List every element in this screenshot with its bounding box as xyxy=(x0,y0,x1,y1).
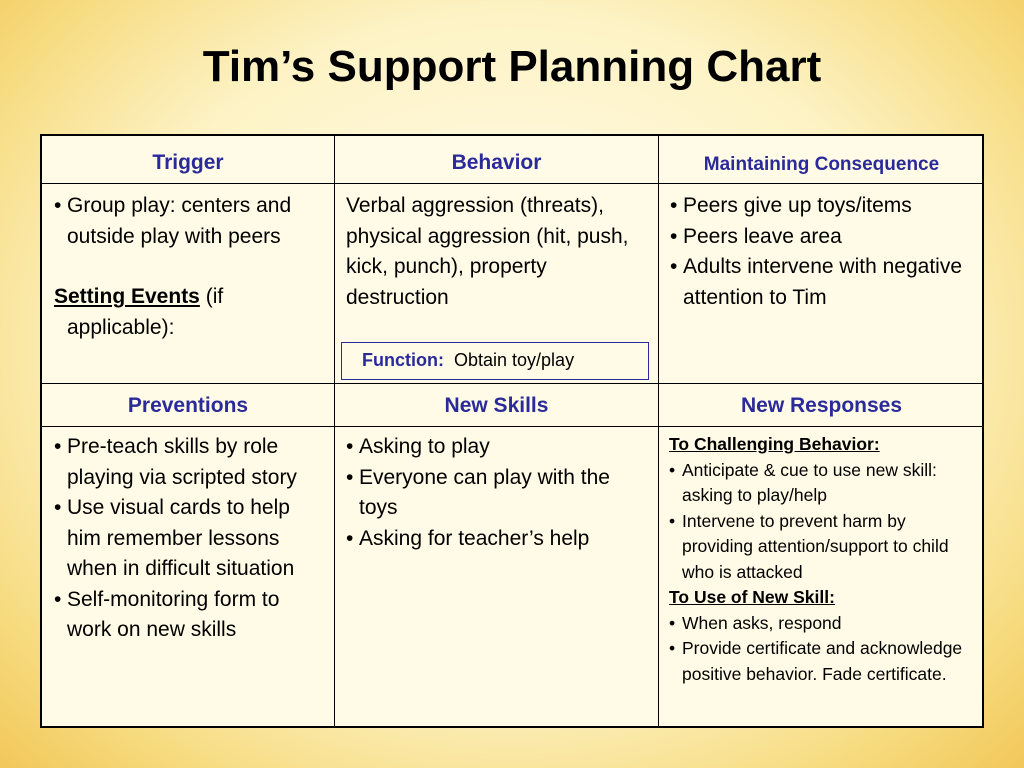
new-skill-item: • Asking to play xyxy=(346,432,652,463)
header-new-skills: New Skills xyxy=(444,394,549,417)
new-skill-response-item: • When asks, respond xyxy=(669,611,974,637)
header-trigger: Trigger xyxy=(152,151,224,174)
row-divider xyxy=(42,183,982,184)
consequence-item: • Adults intervene with negative attention to Tim xyxy=(670,252,980,313)
new-skill-item: • Asking for teacher’s help xyxy=(346,524,652,555)
setting-events-label: Setting Events xyxy=(54,285,200,308)
header-maintaining-consequence: Maintaining Consequence xyxy=(703,154,940,175)
challenging-response-item: • Intervene to prevent harm by providing attention/support to child who is attacked xyxy=(669,509,974,586)
header-behavior: Behavior xyxy=(451,151,542,174)
new-responses-cell xyxy=(669,432,974,687)
new-skills-cell xyxy=(346,432,652,554)
header-new-responses: New Responses xyxy=(740,394,903,417)
function-box xyxy=(341,342,649,380)
function-label: Function: xyxy=(362,350,444,370)
new-skill-response-item: • Provide certificate and acknowledge positive behavior. Fade certificate. xyxy=(669,636,974,687)
new-skill-item: • Everyone can play with the toys xyxy=(346,463,652,524)
trigger-item: • Group play: centers and outside play with peers xyxy=(54,191,329,252)
prevention-item: • Pre-teach skills by role playing via scripted story xyxy=(54,432,329,493)
consequence-cell xyxy=(670,191,980,313)
new-skill-heading: To Use of New Skill: xyxy=(669,587,835,607)
trigger-cell xyxy=(54,191,329,343)
header-preventions: Preventions xyxy=(127,394,249,417)
prevention-item: • Use visual cards to help him remember lessons when in difficult situation xyxy=(54,493,329,585)
consequence-item: • Peers leave area xyxy=(670,222,980,253)
preventions-cell xyxy=(54,432,329,646)
function-value: Obtain toy/play xyxy=(454,350,575,370)
behavior-cell: Verbal aggression (threats), physical aggression (hit, push, kick, punch), property destruction xyxy=(346,194,629,309)
row-divider xyxy=(42,426,982,427)
column-divider xyxy=(334,136,335,726)
page-title: Tim’s Support Planning Chart xyxy=(202,42,822,91)
setting-events-note: (if applicable): xyxy=(67,285,224,339)
prevention-item: • Self-monitoring form to work on new skills xyxy=(54,585,329,646)
column-divider xyxy=(658,136,659,726)
challenging-behavior-heading: To Challenging Behavior: xyxy=(669,434,880,454)
row-divider xyxy=(42,383,982,384)
consequence-item: • Peers give up toys/items xyxy=(670,191,980,222)
support-planning-table xyxy=(40,134,984,728)
challenging-response-item: • Anticipate & cue to use new skill: asking to play/help xyxy=(669,458,974,509)
setting-events xyxy=(54,282,329,343)
